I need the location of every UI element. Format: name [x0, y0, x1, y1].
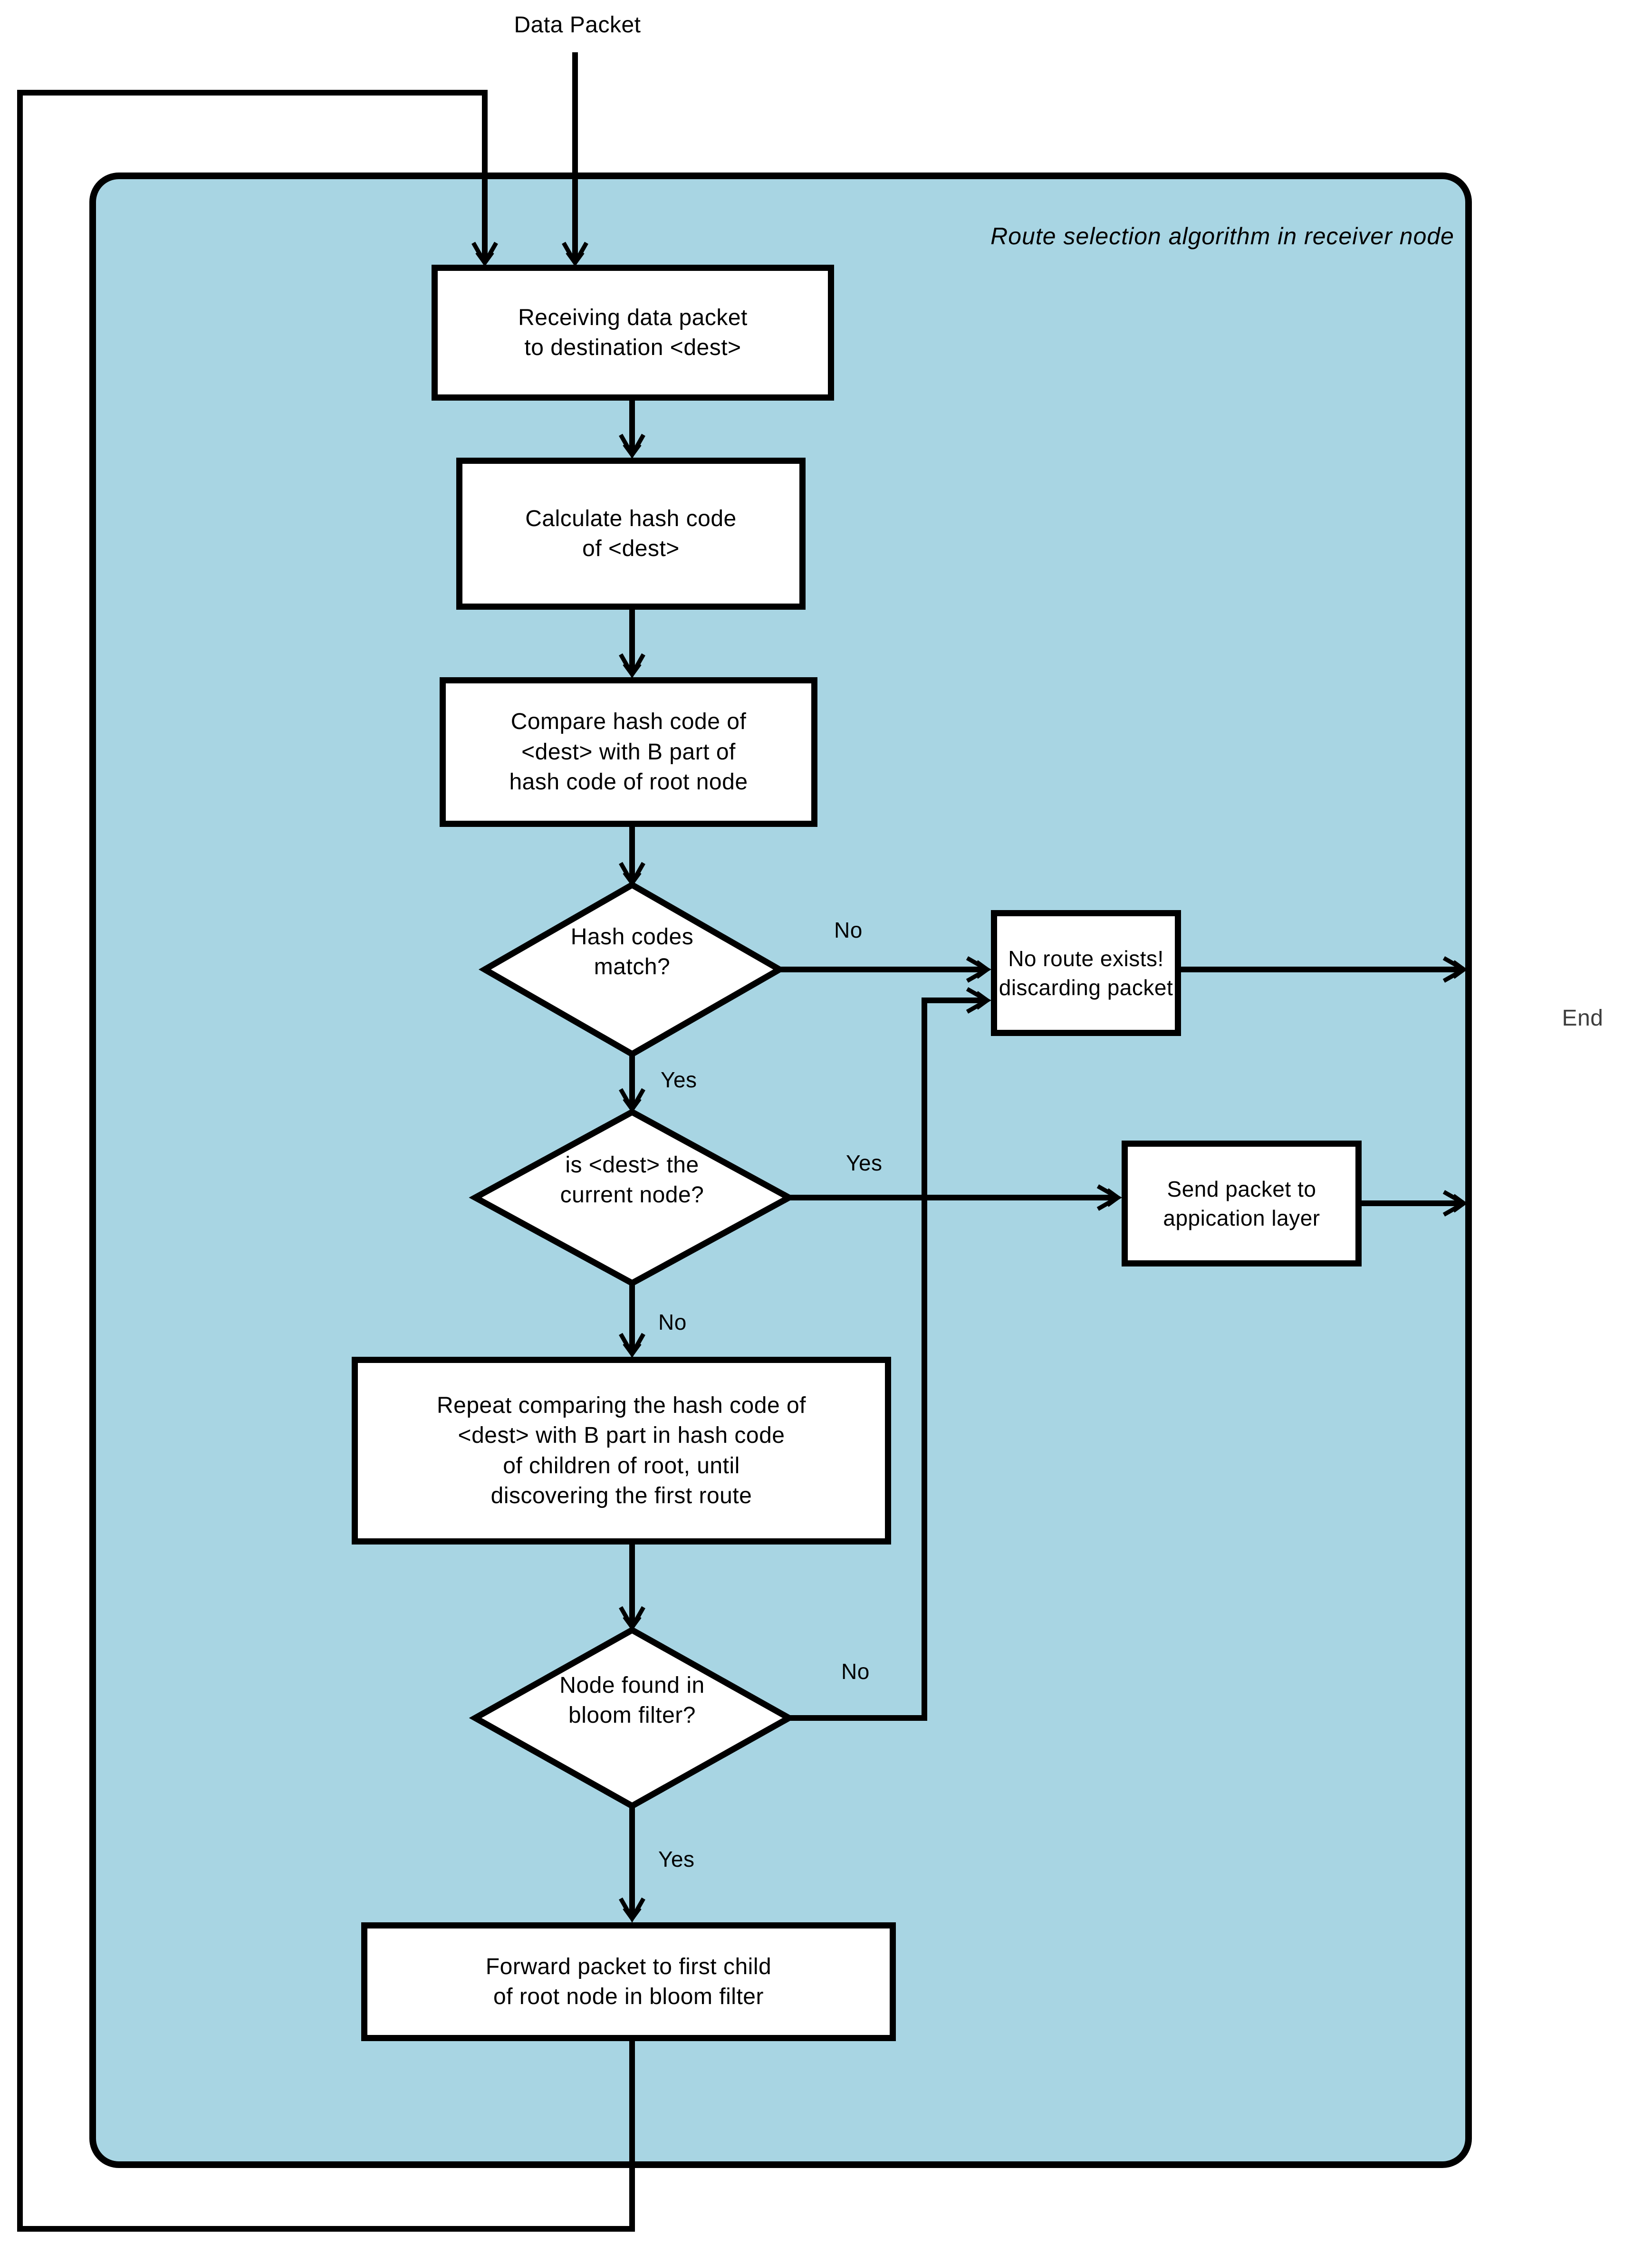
process-forward-line1: Forward packet to first child	[485, 1954, 772, 1979]
process-compare-hash	[440, 677, 817, 827]
process-repeat-line3: of children of root, until	[503, 1453, 740, 1478]
process-receiving-packet-line1: Receiving data packet	[518, 305, 748, 330]
decision-is-current-line1: is <dest> the	[565, 1152, 699, 1178]
edge-label-hash-match-no: No	[834, 918, 863, 942]
edge-label-bloom-yes: Yes	[658, 1847, 695, 1871]
end-label: End	[1562, 1006, 1604, 1031]
process-repeat-compare-children	[352, 1357, 891, 1545]
process-no-route-line1: No route exists!	[1008, 946, 1164, 971]
process-forward-first-child	[361, 1922, 896, 2041]
edge-label-is-current-no: No	[658, 1310, 687, 1334]
process-compare-hash-line3: hash code of root node	[509, 769, 748, 795]
process-no-route-discard	[991, 910, 1181, 1036]
process-send-line1: Send packet to	[1167, 1176, 1316, 1201]
process-repeat-line2: <dest> with B part in hash code	[458, 1423, 785, 1449]
process-receiving-packet	[432, 265, 834, 401]
process-compare-hash-line1: Compare hash code of	[510, 709, 747, 735]
process-repeat-line1: Repeat comparing the hash code of	[437, 1392, 806, 1418]
start-label-data-packet: Data Packet	[514, 12, 641, 38]
process-repeat-line4: discovering the first route	[490, 1483, 752, 1508]
decision-bloom-line1: Node found in	[559, 1673, 705, 1698]
edge-label-bloom-no: No	[841, 1659, 870, 1684]
decision-bloom-line2: bloom filter?	[568, 1703, 696, 1728]
decision-hash-codes-match-label	[490, 922, 775, 982]
process-forward-line2: of root node in bloom filter	[493, 1984, 764, 2009]
decision-is-current-line2: current node?	[560, 1182, 704, 1208]
process-send-to-application	[1122, 1141, 1362, 1266]
process-calculate-hash-line2: of <dest>	[582, 536, 680, 561]
decision-is-dest-current-label	[490, 1150, 775, 1210]
edge-label-is-current-yes: Yes	[846, 1151, 883, 1175]
container-title: Route selection algorithm in receiver node	[990, 223, 1454, 249]
decision-hash-match-line1: Hash codes	[570, 924, 694, 950]
process-compare-hash-line2: <dest> with B part of	[521, 739, 736, 765]
process-send-line2: appication layer	[1163, 1205, 1320, 1230]
process-no-route-line2: discarding packet	[999, 975, 1173, 1000]
decision-hash-match-line2: match?	[594, 954, 671, 980]
process-calculate-hash	[456, 458, 806, 610]
process-calculate-hash-line1: Calculate hash code	[525, 506, 737, 531]
decision-node-in-bloom-label	[490, 1670, 775, 1731]
edge-label-hash-match-yes: Yes	[661, 1067, 697, 1092]
process-receiving-packet-line2: to destination <dest>	[524, 335, 741, 360]
